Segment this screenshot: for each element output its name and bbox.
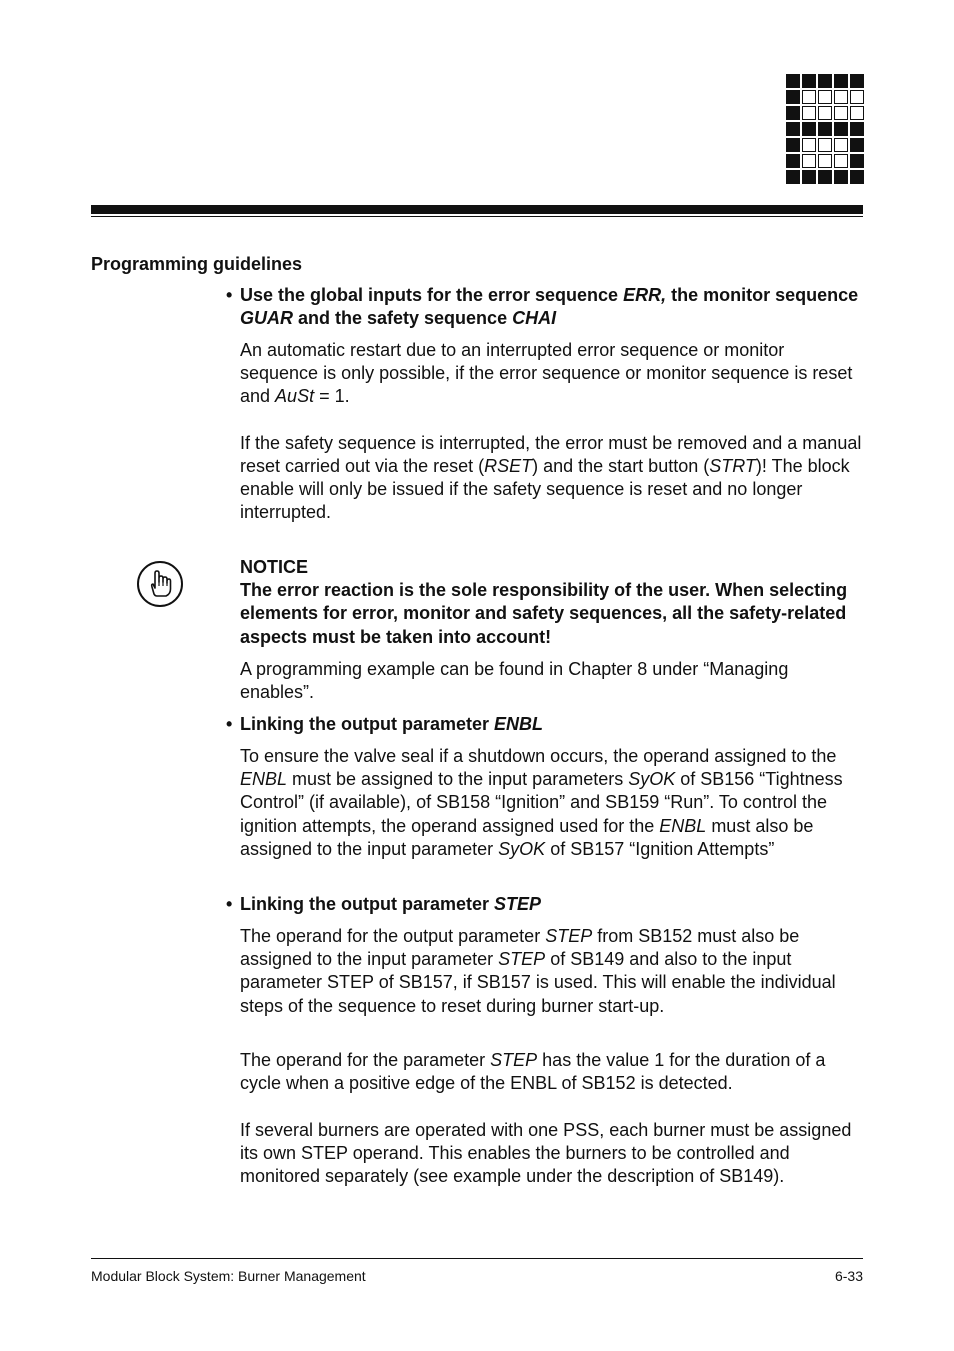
bullet-marker: •	[226, 285, 233, 305]
logo-cell	[818, 122, 832, 136]
logo-cell	[818, 106, 832, 120]
logo-cell	[786, 154, 800, 168]
logo-cell	[850, 122, 864, 136]
paragraph-several-burners: If several burners are operated with one PSS, each burner must be assigned its own STEP operand. This enables the burners to be controlled and monitored separately (see example under the description of SB149).	[240, 1120, 852, 1187]
logo-cell	[786, 106, 800, 120]
page-number: 6-33	[834, 1268, 863, 1284]
logo-cell	[802, 154, 816, 168]
footer-title: Modular Block System: Burner Management	[91, 1268, 366, 1284]
bullet-step: Linking the output parameter STEP	[240, 894, 542, 914]
logo-cell	[850, 170, 864, 184]
paragraph-example: A programming example can be found in Chapter 8 under “Managing enables”.	[240, 659, 789, 703]
logo-cell	[834, 106, 848, 120]
logo-cell	[786, 122, 800, 136]
logo-cell	[802, 106, 816, 120]
logo-cell	[850, 106, 864, 120]
logo-cell	[802, 122, 816, 136]
logo-cell	[802, 90, 816, 104]
logo-cell	[818, 74, 832, 88]
section-title: Programming guidelines	[91, 254, 303, 274]
logo-cell	[850, 154, 864, 168]
notice-text: The error reaction is the sole responsibility of the user. When selecting elements for error, monitor and safety sequences, all the safety-related aspects must be taken into account!	[240, 580, 848, 647]
pointing-hand-icon	[136, 560, 184, 608]
bullet-global-inputs: Use the global inputs for the error sequence ERR, the monitor sequence GUAR and the safety sequence CHAI	[240, 285, 859, 329]
paragraph-step-operand: The operand for the output parameter STEP from SB152 must also be assigned to the input parameter STEP of SB149 and also to the input parameter STEP of SB157, if SB157 is used. This will enable the individual steps of the sequence to reset during burner start-up.	[240, 926, 836, 1016]
logo-cell	[850, 90, 864, 104]
header-rule-thin	[91, 216, 863, 217]
logo-cell	[834, 154, 848, 168]
logo-cell	[818, 90, 832, 104]
logo-cell	[834, 90, 848, 104]
logo-cell	[786, 170, 800, 184]
notice-box	[240, 556, 865, 649]
logo-cell	[850, 138, 864, 152]
logo-cell	[802, 138, 816, 152]
paragraph-restart: An automatic restart due to an interrupted error sequence or monitor sequence is only possible, if the error sequence or monitor sequence is reset and AuSt = 1. If the safety sequence is interrupted, the error must be removed and a manual reset carried out via the reset (RSET) and the start button (STRT)! The block enable will only be issued if the safety sequence is reset and no longer interrupted.	[240, 340, 862, 523]
logo-cell	[818, 170, 832, 184]
logo-cell	[834, 74, 848, 88]
logo-cell	[834, 122, 848, 136]
bullet-marker: •	[226, 714, 233, 734]
logo-cell	[786, 74, 800, 88]
footer-rule	[91, 1258, 863, 1259]
logo-cell	[786, 138, 800, 152]
paragraph-step-value: The operand for the parameter STEP has the value 1 for the duration of a cycle when a positive edge of the ENBL of SB152 is detected.	[240, 1050, 826, 1094]
logo-cell	[786, 90, 800, 104]
logo-cell	[802, 170, 816, 184]
bullet-marker: •	[226, 894, 233, 914]
bullet-enbl: Linking the output parameter ENBL	[240, 714, 544, 734]
logo-cell	[802, 74, 816, 88]
grid-logo-icon	[786, 74, 865, 184]
logo-cell	[818, 154, 832, 168]
paragraph-valve-seal: To ensure the valve seal if a shutdown occurs, the operand assigned to the ENBL must be assigned to the input parameters SyOK of SB156 “Tightness Control” (if available), of SB158 “Ignition” and SB159 “Run”. To control the ignition attempts, the operand assigned used for the ENBL must also be assigned to the input parameter SyOK of SB157 “Ignition Attempts”	[240, 746, 843, 859]
notice-title: NOTICE	[240, 557, 309, 577]
logo-cell	[834, 170, 848, 184]
logo-cell	[850, 74, 864, 88]
header-rule-thick	[91, 205, 863, 214]
logo-cell	[834, 138, 848, 152]
logo-cell	[818, 138, 832, 152]
